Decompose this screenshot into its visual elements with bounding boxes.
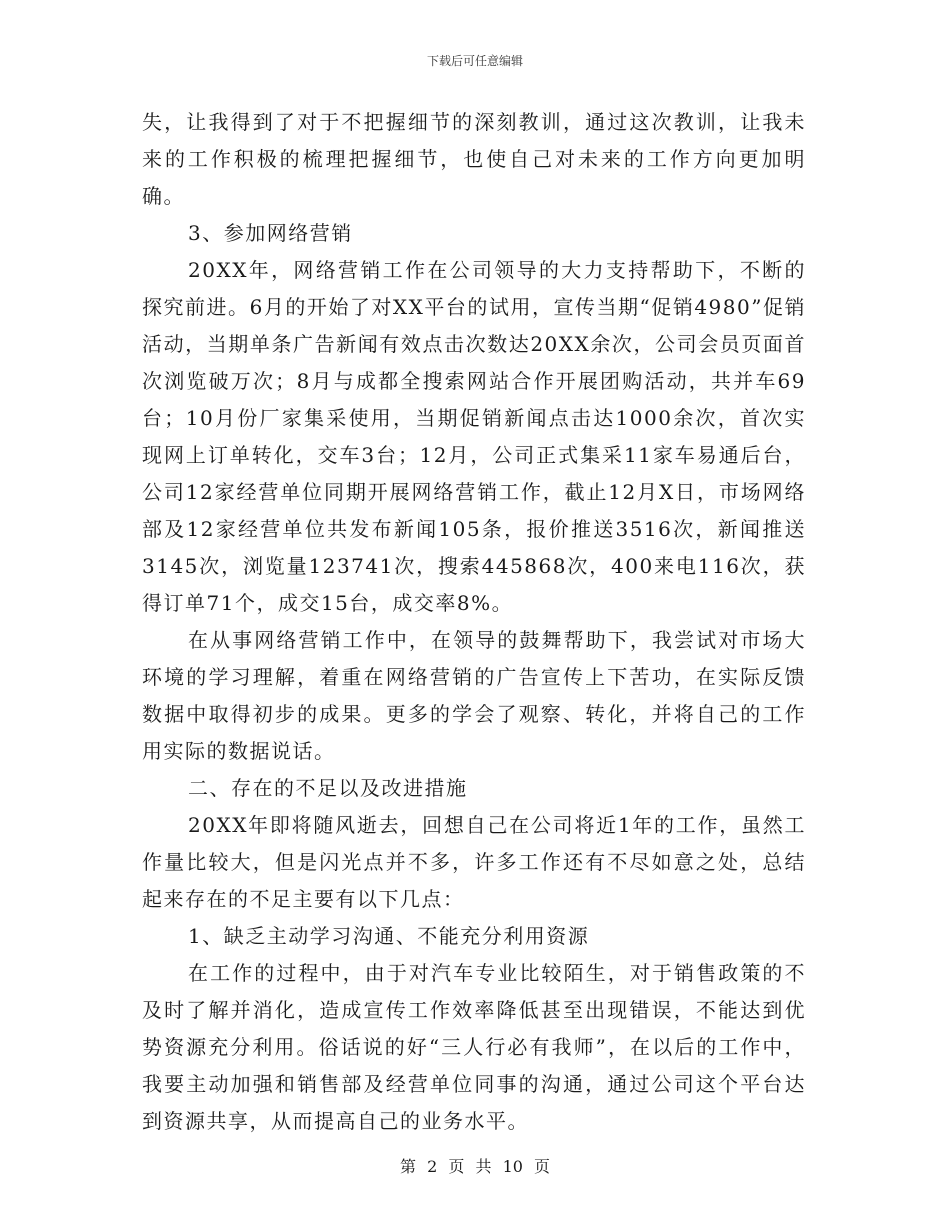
footer-page-number: 2 — [427, 1157, 438, 1176]
footer-label-middle: 页 — [448, 1157, 465, 1176]
page-header: 下载后可任意编辑 — [426, 54, 523, 68]
section-heading-shortcomings: 二、存在的不足以及改进措施 — [188, 776, 468, 800]
page-footer — [0, 1154, 950, 1177]
paragraph-continuation: 失，让我得到了对于不把握细节的深刻教训，通过这次教训，让我未来的工作积极的梳理把握细节，也使自己对未来的工作方向更加明确。 — [142, 110, 806, 208]
section-heading-network-marketing: 3、参加网络营销 — [188, 221, 353, 245]
footer-label-total: 共 — [475, 1157, 492, 1176]
paragraph-shortcomings-intro: 20XX年即将随风逝去，回想自己在公司将近1年的工作，虽然工作量比较大，但是闪光点并不多，许多工作还有不尽如意之处，总结起来存在的不足主要有以下几点： — [142, 813, 806, 911]
paragraph-network-marketing-results: 20XX年，网络营销工作在公司领导的大力支持帮助下，不断的探究前进。6月的开始了对XX平台的试用，宣传当期“促销4980”促销活动，当期单条广告新闻有效点击次数达20XX余次，公司会员页面首次浏览破万次；8月与成都全搜索网站合作开展团购活动，共并车69台；10月份厂家集采使用，当期促销新闻点击达1000余次，首次实现网上订单转化，交车3台；12月，公司正式集采11家车易通后台，公司12家经营单位同期开展网络营销工作，截止12月X日，市场网络部及12家经营单位共发布新闻105条，报价推送3516次，新闻推送3145次，浏览量123741次，搜索445868次，400来电116次，获得订单71个，成交15台，成交率8%。 — [142, 258, 806, 615]
paragraph-network-marketing-reflection: 在从事网络营销工作中，在领导的鼓舞帮助下，我尝试对市场大环境的学习理解，着重在网络营销的广告宣传上下苦功，在实际反馈数据中取得初步的成果。更多的学会了观察、转化，并将自己的工作用实际的数据说话。 — [142, 628, 806, 763]
footer-label-before: 第 — [399, 1157, 416, 1176]
footer-label-after: 页 — [534, 1157, 551, 1176]
paragraph-communication-improvement: 在工作的过程中，由于对汽车专业比较陌生，对于销售政策的不及时了解并消化，造成宣传工作效率降低甚至出现错误，不能达到优势资源充分利用。俗话说的好“三人行必有我师”，在以后的工作中，我要主动加强和销售部及经营单位同事的沟通，通过公司这个平台达到资源共享，从而提高自己的业务水平。 — [142, 961, 806, 1133]
document-body — [142, 104, 806, 1140]
section-heading-lack-of-communication: 1、缺乏主动学习沟通、不能充分利用资源 — [188, 924, 590, 948]
footer-total-pages: 10 — [502, 1157, 523, 1176]
